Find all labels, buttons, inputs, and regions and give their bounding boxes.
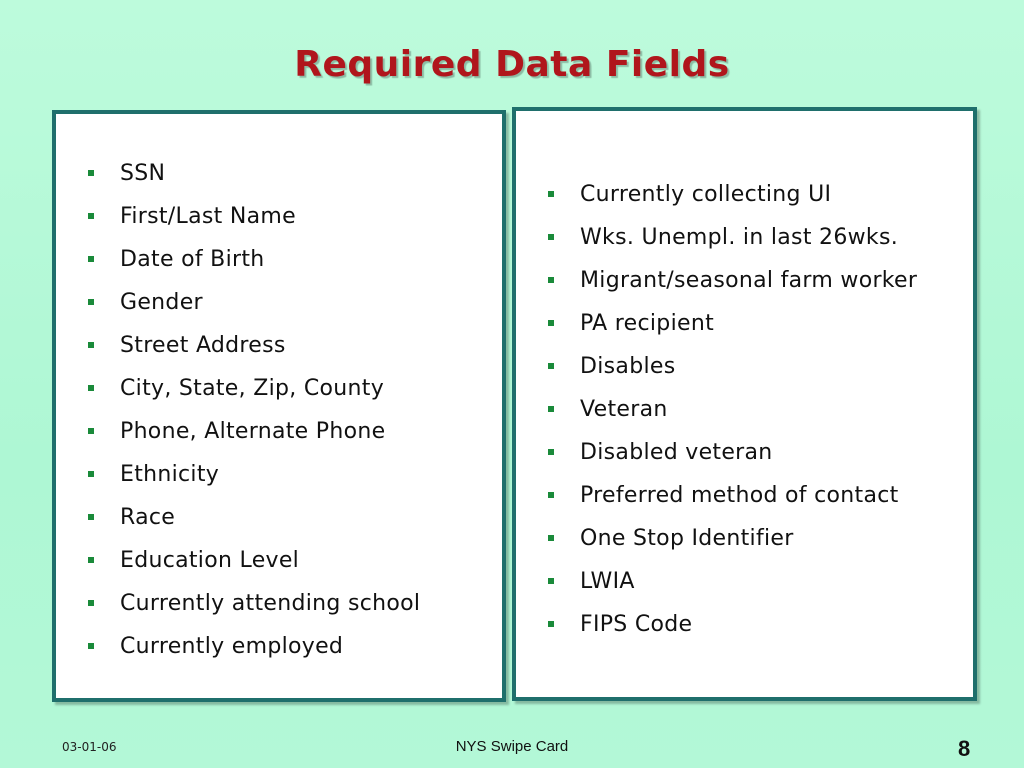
list-item bbox=[546, 431, 917, 474]
list-item-label: One Stop Identifier bbox=[580, 526, 794, 551]
list-item bbox=[546, 517, 917, 560]
square-bullet-icon bbox=[88, 170, 94, 176]
list-item bbox=[86, 539, 420, 582]
square-bullet-icon bbox=[88, 342, 94, 348]
list-item-label: Gender bbox=[120, 290, 203, 315]
list-item-label: Currently employed bbox=[120, 634, 344, 659]
list-item bbox=[86, 582, 420, 625]
square-bullet-icon bbox=[88, 385, 94, 391]
list-item-label: Ethnicity bbox=[120, 462, 220, 487]
list-item bbox=[86, 195, 420, 238]
list-item-label: Preferred method of contact bbox=[580, 483, 899, 508]
list-item-label: City, State, Zip, County bbox=[120, 376, 385, 401]
list-item bbox=[546, 560, 917, 603]
square-bullet-icon bbox=[88, 600, 94, 606]
list-item-label: Street Address bbox=[120, 333, 286, 358]
page-number: 8 bbox=[958, 736, 971, 761]
footer-title: NYS Swipe Card bbox=[455, 738, 569, 755]
list-item-label: Veteran bbox=[580, 397, 668, 422]
square-bullet-icon bbox=[88, 256, 94, 262]
list-item bbox=[546, 345, 917, 388]
left-field-list bbox=[86, 152, 420, 668]
square-bullet-icon bbox=[548, 492, 554, 498]
list-item bbox=[546, 173, 917, 216]
list-item bbox=[86, 324, 420, 367]
square-bullet-icon bbox=[88, 213, 94, 219]
list-item bbox=[86, 496, 420, 539]
square-bullet-icon bbox=[548, 406, 554, 412]
list-item bbox=[86, 152, 420, 195]
right-panel bbox=[512, 107, 977, 701]
square-bullet-icon bbox=[88, 514, 94, 520]
list-item-label: Wks. Unempl. in last 26wks. bbox=[580, 225, 899, 250]
list-item-label: Migrant/seasonal farm worker bbox=[580, 268, 918, 293]
square-bullet-icon bbox=[88, 471, 94, 477]
list-item bbox=[86, 238, 420, 281]
list-item bbox=[546, 474, 917, 517]
list-item-label: Currently collecting UI bbox=[580, 182, 832, 207]
list-item bbox=[546, 302, 917, 345]
square-bullet-icon bbox=[548, 277, 554, 283]
list-item-label: Date of Birth bbox=[120, 247, 265, 272]
list-item bbox=[86, 410, 420, 453]
list-item-label: Race bbox=[120, 505, 176, 530]
square-bullet-icon bbox=[548, 191, 554, 197]
square-bullet-icon bbox=[88, 428, 94, 434]
list-item-label: Disabled veteran bbox=[580, 440, 773, 465]
square-bullet-icon bbox=[548, 363, 554, 369]
list-item-label: Phone, Alternate Phone bbox=[120, 419, 386, 444]
list-item bbox=[546, 603, 917, 646]
list-item-label: PA recipient bbox=[580, 311, 714, 336]
list-item-label: Currently attending school bbox=[120, 591, 421, 616]
right-field-list bbox=[546, 173, 917, 646]
list-item bbox=[86, 625, 420, 668]
square-bullet-icon bbox=[548, 234, 554, 240]
list-item bbox=[86, 367, 420, 410]
list-item-label: FIPS Code bbox=[580, 612, 693, 637]
list-item bbox=[546, 388, 917, 431]
list-item bbox=[546, 259, 917, 302]
square-bullet-icon bbox=[548, 621, 554, 627]
square-bullet-icon bbox=[88, 299, 94, 305]
list-item bbox=[86, 453, 420, 496]
square-bullet-icon bbox=[548, 578, 554, 584]
list-item-label: LWIA bbox=[580, 569, 635, 594]
list-item-label: SSN bbox=[120, 161, 166, 186]
square-bullet-icon bbox=[88, 643, 94, 649]
square-bullet-icon bbox=[88, 557, 94, 563]
list-item-label: Disables bbox=[580, 354, 676, 379]
square-bullet-icon bbox=[548, 535, 554, 541]
list-item bbox=[86, 281, 420, 324]
list-item-label: First/Last Name bbox=[120, 204, 296, 229]
list-item bbox=[546, 216, 917, 259]
list-item-label: Education Level bbox=[120, 548, 300, 573]
left-panel bbox=[52, 110, 506, 702]
footer-date: 03-01-06 bbox=[62, 740, 117, 754]
square-bullet-icon bbox=[548, 320, 554, 326]
square-bullet-icon bbox=[548, 449, 554, 455]
slide-title: Required Data Fields bbox=[294, 44, 730, 85]
